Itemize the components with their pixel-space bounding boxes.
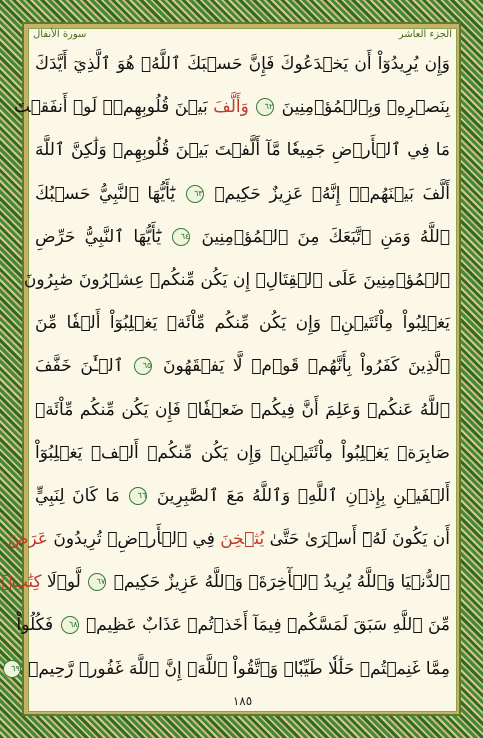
verse-line — [35, 216, 450, 259]
highlighted-word: كِتَٰبٞ — [1, 572, 42, 593]
ayah-number-marker: ٦٦ — [129, 487, 147, 505]
ayah-number-marker: ٦٨ — [61, 616, 79, 634]
page-number: ١٨٥ — [232, 694, 253, 708]
highlighted-word: يُثۡخِنَ — [220, 529, 265, 550]
page-header — [29, 29, 456, 43]
verse-text: ٱللَّهُ وَمَنِ ٱتَّبَعَكَ مِنَ ٱلۡمُؤۡمِنِينَ — [201, 226, 450, 247]
verse-text: بَيۡنَ قُلُوبِهِمۡۚ لَوۡ أَنفَقۡتَ — [13, 97, 208, 118]
verse-line — [35, 173, 450, 216]
verse-text: أَلۡفَيۡنِ بِإِذۡنِ ٱللَّهِۗ وَٱللَّهُ مَعَ ٱلصَّٰبِرِينَ — [156, 485, 451, 506]
verse-text: مِّنَ ٱللَّهِ سَبَقَ لَمَسَّكُمۡ فِيمَآ أَخَذۡتُمۡ عَذَابٌ عَظِيمٞ — [85, 615, 450, 636]
ayah-number-marker: ٦٥ — [134, 357, 152, 375]
verse-line — [1, 561, 450, 604]
ayah-number-marker: ٦٧ — [88, 573, 106, 591]
verse-text: يَغۡلِبُواْ مِاْئَتَيۡنِۚ وَإِن يَكُن مِّنكُم مِّاْئَةٞ يَغۡلِبُوٓاْ أَلۡفٗا مِّنَ — [35, 313, 450, 334]
highlighted-word: وَأَلَّفَ — [213, 97, 249, 118]
verse-line — [16, 604, 450, 647]
verse-text: أَن يَكُونَ لَهُۥٓ أَسۡرَىٰ حَتَّىٰ — [269, 529, 450, 550]
verse-text: لَّوۡلَا — [46, 572, 81, 593]
verse-line — [13, 86, 450, 129]
verse-text: يَٰٓأَيُّهَا ٱلنَّبِيُّ حَرِّضِ — [35, 226, 162, 247]
verse-line — [7, 518, 450, 561]
verse-line — [35, 43, 450, 86]
verse-line — [35, 302, 450, 345]
verse-text: مَا فِي ٱلۡأَرۡضِ جَمِيعٗا مَّآ أَلَّفۡتَ بَيۡنَ قُلُوبِهِمۡ وَلَٰكِنَّ ٱللَّهَ — [35, 140, 450, 161]
ayah-number-marker: ٦٤ — [172, 228, 190, 246]
verse-line — [35, 345, 450, 388]
highlighted-word: عَرَضَ — [7, 529, 48, 550]
verse-text: ٱللَّهُ عَنكُمۡ وَعَلِمَ أَنَّ فِيكُمۡ ضَعۡفٗاۚ فَإِن يَكُن مِّنكُم مِّاْئَةٞ — [35, 399, 450, 420]
verse-text: صَابِرَةٞ يَغۡلِبُواْ مِاْئَتَيۡنِۚ وَإِن يَكُن مِّنكُمۡ أَلۡفٞ يَغۡلِبُوٓاْ — [35, 442, 450, 463]
verse-text: أَلَّفَ بَيۡنَهُمۡۚ إِنَّهُۥ عَزِيزٌ حَكِيمٞ — [214, 183, 451, 204]
mushaf-page — [1, 28, 457, 712]
verse-line — [35, 432, 450, 475]
verse-lines — [1, 43, 451, 691]
ayah-number-marker: ٦٢ — [256, 98, 274, 116]
juz-label: الجزء العاشر — [398, 29, 452, 40]
verse-text: مِمَّا غَنِمۡتُمۡ حَلَٰلٗا طَيِّبٗاۚ وَٱتَّقُواْ ٱللَّهَۚ إِنَّ ٱللَّهَ غَفُورٞ رَّحِيمٞ — [28, 658, 450, 679]
verse-text: وَإِن يُرِيدُوٓاْ أَن يَخۡدَعُوكَ فَإِنَّ حَسۡبَكَ ٱللَّهُۚ هُوَ ٱلَّذِيٓ أَيَّدَكَ — [35, 54, 450, 74]
verse-text: فِي ٱلۡأَرۡضِۚ تُرِيدُونَ — [53, 529, 215, 550]
ayah-number-marker: ٦٣ — [186, 185, 204, 203]
verse-line — [23, 259, 450, 302]
verse-text: ٱلۡمُؤۡمِنِينَ عَلَى ٱلۡقِتَالِۚ إِن يَكُن مِّنكُمۡ عِشۡرُونَ صَٰبِرُونَ — [23, 269, 450, 290]
verse-text: يَٰٓأَيُّهَا ٱلنَّبِيُّ حَسۡبُكَ — [35, 183, 176, 204]
verse-text: بِنَصۡرِهِۦ وَبِٱلۡمُؤۡمِنِينَ — [281, 97, 450, 118]
verse-text: فَكُلُواْ — [16, 615, 54, 636]
ayah-number-marker: ٦٩ — [3, 660, 21, 678]
verse-text: ٱلدُّنۡيَا وَٱللَّهُ يُرِيدُ ٱلۡأٓخِرَةَۗ وَٱللَّهُ عَزِيزٌ حَكِيمٞ — [113, 572, 450, 593]
verse-text: ٱلَّذِينَ كَفَرُواْ بِأَنَّهُمۡ قَوۡمٞ لَّا يَفۡقَهُونَ — [162, 356, 451, 377]
verse-text: مَا كَانَ لِنَبِيٍّ — [35, 485, 120, 506]
verse-line — [35, 475, 450, 518]
verse-line — [11, 648, 450, 691]
verse-line — [35, 129, 450, 172]
surah-label: سورة الأنفال — [33, 29, 87, 40]
verse-text: ٱلۡـَٰٔنَ خَفَّفَ — [35, 356, 124, 377]
verse-line — [35, 389, 450, 432]
